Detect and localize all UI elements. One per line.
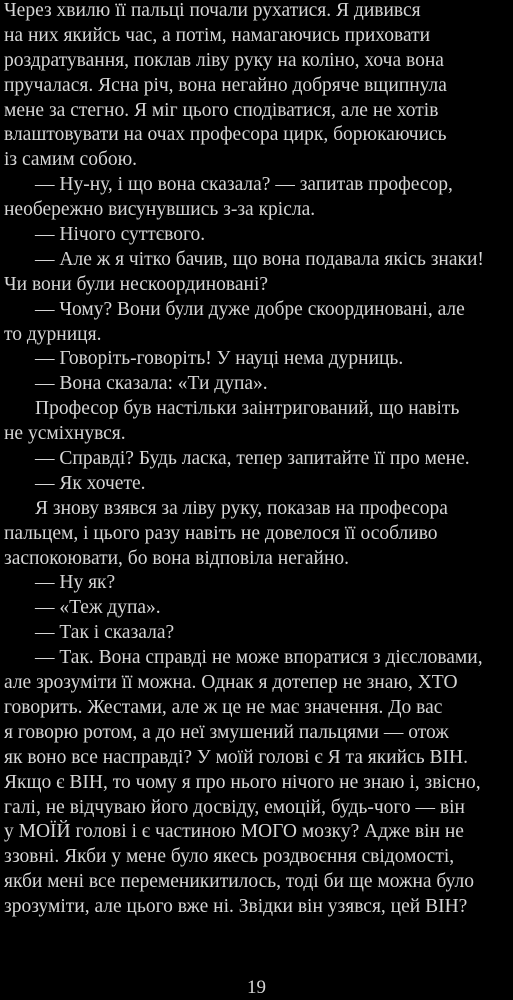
text-line: — Але ж я чітко бачив, що вона подавала якісь знаки!: [35, 248, 484, 270]
page-number: 19: [247, 977, 266, 998]
text-line: Через хвилю її пальці почали рухатися. Я дивився: [4, 0, 421, 21]
text-line: Чи вони були нескоординовані?: [4, 273, 269, 295]
text-line: — Нічого суттєвого.: [35, 224, 206, 246]
text-line: — Говоріть-говоріть! У науці нема дурниць.: [35, 348, 404, 370]
text-line: — Так і сказала?: [35, 622, 175, 644]
text-line: як воно все насправді? У моїй голові є Я та якийсь ВІН.: [4, 746, 468, 768]
text-line: роздратування, поклав ліву руку на коліно, хоча вона: [4, 49, 444, 71]
text-line: пальцем, і цього разу навіть не довелося її особливо: [4, 522, 438, 544]
text-line: — Так. Вона справді не може впоратися з дієсловами,: [35, 647, 483, 669]
text-line: необережно висунувшись з-за крісла.: [4, 199, 316, 221]
text-line: із самим собою.: [4, 149, 138, 171]
text-line: галі, не відчуваю його досвіду, емоцій, будь-чого — він: [4, 796, 465, 818]
text-line: влаштовувати на очах професора цирк, борюкаючись: [4, 124, 447, 146]
text-line: говорить. Жестами, але ж це не має значення. До вас: [4, 696, 443, 718]
text-line: зрозуміти, але цього вже ні. Звідки він узявся, цей ВІН?: [4, 896, 468, 918]
text-line: Якщо є ВІН, то чому я про нього нічого не знаю і, звісно,: [4, 771, 481, 793]
text-line: Професор був настільки заінтригований, що навіть: [35, 398, 460, 420]
text-line: — Вона сказала: «Ти дупа».: [35, 373, 268, 395]
text-line: заспокоювати, бо вона відповіла негайно.: [4, 547, 350, 569]
text-line: — «Теж дупа».: [35, 597, 161, 619]
text-line: — Як хочете.: [35, 472, 146, 494]
text-line: пручалася. Ясна річ, вона негайно добряче вщипнула: [4, 74, 447, 96]
text-line: не усміхнувся.: [4, 423, 126, 445]
text-line: то дурниця.: [4, 323, 102, 345]
text-line: — Ну як?: [35, 572, 116, 594]
text-line: — Чому? Вони були дуже добре скоординовані, але: [35, 298, 465, 320]
text-line: ззовні. Якби у мене було якесь роздвоєння свідомості,: [4, 846, 455, 868]
text-line: на них якийсь час, а потім, намагаючись приховати: [4, 24, 431, 46]
text-line: — Ну-ну, і що вона сказала? — запитав професор,: [35, 174, 453, 196]
text-line: але зрозуміти її можна. Однак я дотепер не знаю, ХТО: [4, 672, 458, 694]
text-line: — Справді? Будь ласка, тепер запитайте її про мене.: [35, 448, 470, 470]
text-line: у МОЇЙ голові і є частиною МОГО мозку? Адже він не: [4, 821, 464, 843]
text-line: Я знову взявся за ліву руку, показав на професора: [35, 497, 448, 519]
body-text: [4, 0, 484, 920]
text-line: я говорю ротом, а до неї змушений пальцями — отож: [4, 721, 449, 743]
text-line: якби мені все переменикитилось, тоді би ще можна було: [4, 871, 474, 893]
text-line: мене за стегно. Я міг цього сподіватися, але не хотів: [4, 99, 439, 121]
